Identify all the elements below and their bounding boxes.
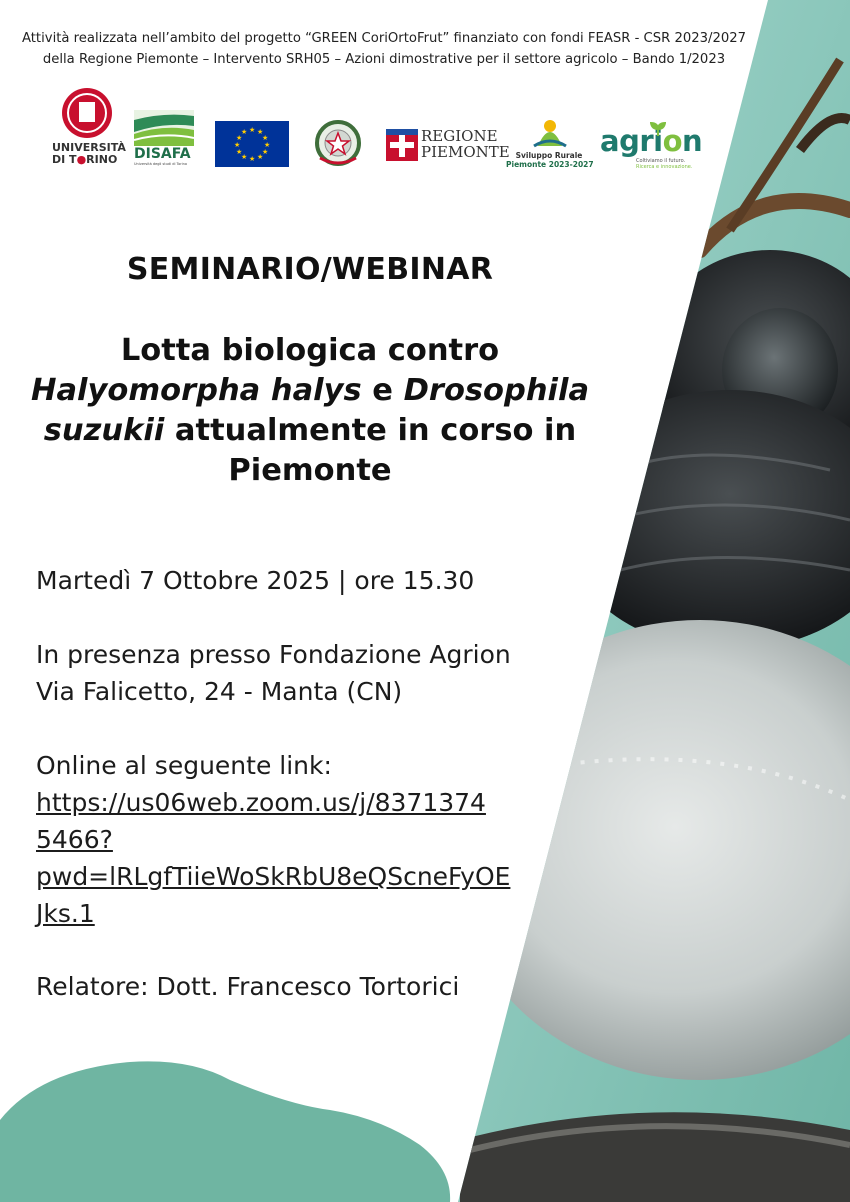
zoom-link-line-3[interactable]: pwd=lRLgfTiieWoSkRbU8eQScneFyOE xyxy=(36,862,511,891)
subtitle-line-1: Lotta biologica contro xyxy=(120,333,500,368)
university-seal-icon xyxy=(52,86,122,142)
subtitle-line-3-rest: attualmente in corso in xyxy=(164,413,577,448)
eu-flag-icon xyxy=(215,121,289,167)
zoom-link[interactable] xyxy=(36,784,510,932)
svg-text:★: ★ xyxy=(236,134,243,142)
agrion-tagline-1: Coltiviamo il futuro. xyxy=(636,158,686,164)
disafa-name: DISAFA xyxy=(134,146,191,162)
svg-text:★: ★ xyxy=(262,148,269,156)
species-halyomorpha: Halyomorpha halys xyxy=(30,373,362,408)
subtitle-line-4: Piemonte xyxy=(228,453,392,488)
subtitle-conjunction: e xyxy=(361,373,404,408)
zoom-link-line-4[interactable]: Jks.1 xyxy=(36,899,95,928)
piemonte-flag-icon xyxy=(386,129,418,161)
regione-line-1: REGIONE xyxy=(421,127,498,145)
italy-emblem-logo xyxy=(314,118,362,168)
disafa-tagline: Università degli studi di Torino xyxy=(134,162,187,166)
seminar-subtitle xyxy=(20,331,600,491)
fields-icon xyxy=(134,110,194,146)
svg-text:★: ★ xyxy=(249,155,256,163)
speaker: Relatore: Dott. Francesco Tortorici xyxy=(36,972,460,1001)
disafa-logo xyxy=(134,110,196,170)
sviluppo-line-1: Sviluppo Rurale xyxy=(515,151,583,160)
species-drosophila: Drosophila xyxy=(403,373,590,408)
venue-line-1: In presenza presso Fondazione Agrion xyxy=(36,640,511,669)
venue xyxy=(36,636,511,710)
rural-development-icon xyxy=(530,116,570,150)
svg-text:★: ★ xyxy=(234,141,241,149)
zoom-link-line-1[interactable]: https://us06web.zoom.us/j/8371374 xyxy=(36,788,486,817)
online-section xyxy=(36,747,510,932)
svg-text:★: ★ xyxy=(249,126,256,134)
svg-text:★: ★ xyxy=(241,153,248,161)
svg-text:★: ★ xyxy=(264,141,271,149)
agrion-name-part1: agri xyxy=(600,124,663,158)
sprout-icon xyxy=(650,122,666,136)
sviluppo-rurale-logo xyxy=(506,116,592,168)
svg-text:★: ★ xyxy=(257,128,264,136)
svg-text:★: ★ xyxy=(257,153,264,161)
agrion-logo: agrion Coltiviamo il futuro. Ricerca e innovazione. xyxy=(600,124,703,170)
funding-notice xyxy=(0,28,768,70)
regione-line-2: PIEMONTE xyxy=(421,143,510,161)
funding-notice-line-2: della Regione Piemonte – Intervento SRH05 – Azioni dimostrative per il settore agricolo – Bando 1/2023 xyxy=(42,52,726,67)
event-type-title: SEMINARIO/WEBINAR xyxy=(126,252,494,287)
species-suzukii: suzukii xyxy=(43,413,165,448)
regione-piemonte-logo xyxy=(386,127,510,162)
agrion-tagline-2: Ricerca e innovazione. xyxy=(636,164,693,170)
italian-emblem-icon xyxy=(314,118,362,168)
event-date: Martedì 7 Ottobre 2025 | ore 15.30 xyxy=(36,566,475,595)
svg-text:★: ★ xyxy=(262,134,269,142)
sviluppo-line-2: Piemonte 2023-2027 xyxy=(506,160,594,169)
venue-line-2: Via Falicetto, 24 - Manta (CN) xyxy=(36,677,403,706)
eu-logo xyxy=(215,121,289,167)
unito-line-1: UNIVERSITÀ xyxy=(52,141,126,154)
svg-text:★: ★ xyxy=(241,128,248,136)
unito-line-2a: DI T xyxy=(52,153,77,166)
unito-logo: UNIVERSITÀ DI T●RINO xyxy=(52,86,122,170)
funding-notice-line-1: Attività realizzata nell’ambito del progetto “GREEN CoriOrtoFrut” finanziato con fondi FEASR - CSR 2023/2027 xyxy=(21,31,747,46)
svg-text:★: ★ xyxy=(236,148,243,156)
unito-line-2b: RINO xyxy=(86,153,118,166)
agrion-name-part2: n xyxy=(682,124,703,158)
online-label: Online al seguente link: xyxy=(36,751,332,780)
zoom-link-line-2[interactable]: 5466? xyxy=(36,825,113,854)
